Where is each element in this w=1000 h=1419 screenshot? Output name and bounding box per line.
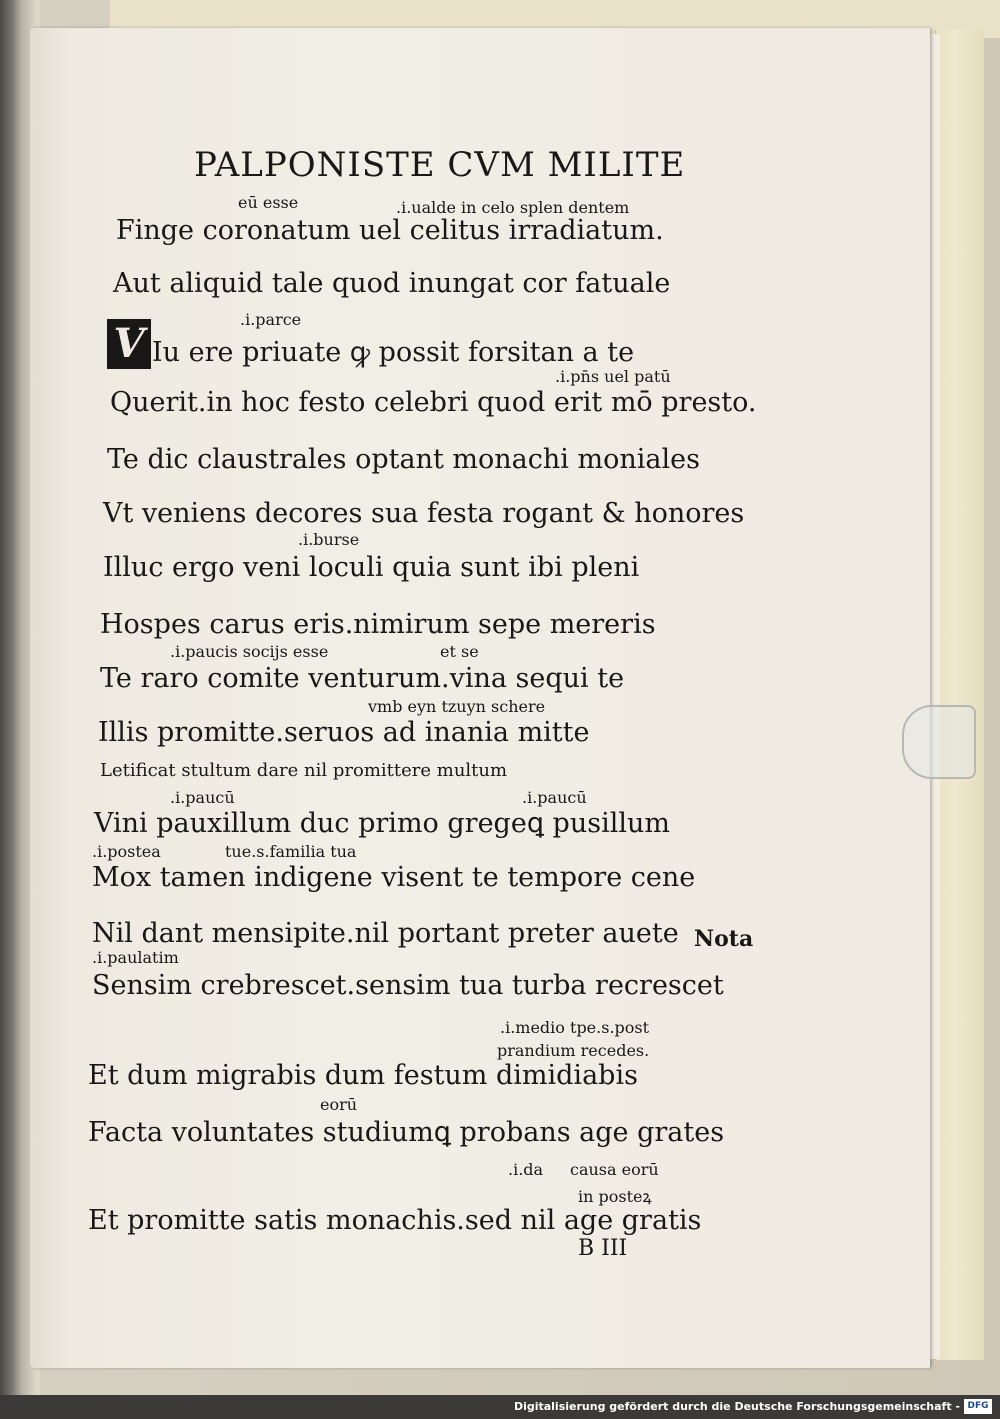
gloss: .i.pn̄s uel patū <box>555 367 671 386</box>
gloss: eū esse <box>238 193 299 212</box>
gloss: eorū <box>320 1095 358 1114</box>
gloss: .i.paucis socijs esse <box>170 642 329 661</box>
verse-line: Finge coronatum uel celitus irradiatum. <box>116 215 664 246</box>
verse-line: Nil dant mensipite.nil portant preter auete <box>92 918 679 949</box>
gloss: prandium recedes. <box>497 1041 650 1060</box>
gloss: .i.paucū <box>522 788 587 807</box>
verse-line: Aut aliquid tale quod inungat cor fatuale <box>113 268 671 299</box>
verse-line: Et promitte satis monachis.sed nil age gratis <box>88 1205 702 1236</box>
verse-line: Illuc ergo veni loculi quia sunt ibi pleni <box>103 552 640 583</box>
margin-note: Nota <box>694 926 754 952</box>
page-heading: PALPONISTE CVM MILITE <box>194 145 686 185</box>
dfg-logo: DFG <box>964 1399 992 1414</box>
decorated-initial: V <box>107 319 151 369</box>
verse-line: Hospes carus eris.nimirum sepe mereris <box>100 609 656 640</box>
verse-line: Letificat stultum dare nil promittere multum <box>100 760 508 781</box>
verse-line: Vini pauxillum duc primo gregeꝗ pusillum <box>94 808 670 839</box>
footer-credit: Digitalisierung gefördert durch die Deutsche Forschungsgemeinschaft - <box>513 1400 960 1413</box>
page-clip <box>902 705 976 779</box>
gloss: .i.burse <box>298 530 360 549</box>
gloss: tue.s.familia tua <box>225 842 357 861</box>
gloss: .i.medio tpe.s.post <box>500 1018 650 1037</box>
gloss: et se <box>440 642 479 661</box>
verse-line: Vt veniens decores sua festa rogant & honores <box>103 498 745 529</box>
gloss: in posteꝝ <box>578 1187 652 1206</box>
gloss: .i.paulatim <box>92 948 179 967</box>
signature-mark: B III <box>578 1236 628 1261</box>
verse-line: Facta voluntates studiumꝗ probans age grates <box>88 1117 725 1148</box>
verse-line: Iu ere priuate ꝙ possit forsitan a te <box>152 337 635 368</box>
gloss: vmb eyn tzuyn schere <box>368 697 546 716</box>
gloss: .i.parce <box>240 310 302 329</box>
verse-line: Sensim crebrescet.sensim tua turba recrescet <box>92 970 724 1001</box>
verse-line: Illis promitte.seruos ad inania mitte <box>98 717 590 748</box>
gloss: causa eorū <box>570 1160 659 1179</box>
verse-line: Te raro comite venturum.vina sequi te <box>100 663 625 694</box>
verse-line: Et dum migrabis dum festum dimidiabis <box>88 1060 638 1091</box>
gloss: .i.paucū <box>170 788 235 807</box>
gloss: .i.postea <box>92 842 161 861</box>
gloss: .i.ualde in celo splen dentem <box>396 198 630 217</box>
verse-line: Te dic claustrales optant monachi moniales <box>107 444 700 475</box>
verse-line: Querit.in hoc festo celebri quod erit mō presto. <box>110 387 757 418</box>
gloss: .i.da <box>508 1160 544 1179</box>
next-page-edge <box>935 30 984 1360</box>
verse-line: Mox tamen indigene visent te tempore cene <box>92 862 696 893</box>
